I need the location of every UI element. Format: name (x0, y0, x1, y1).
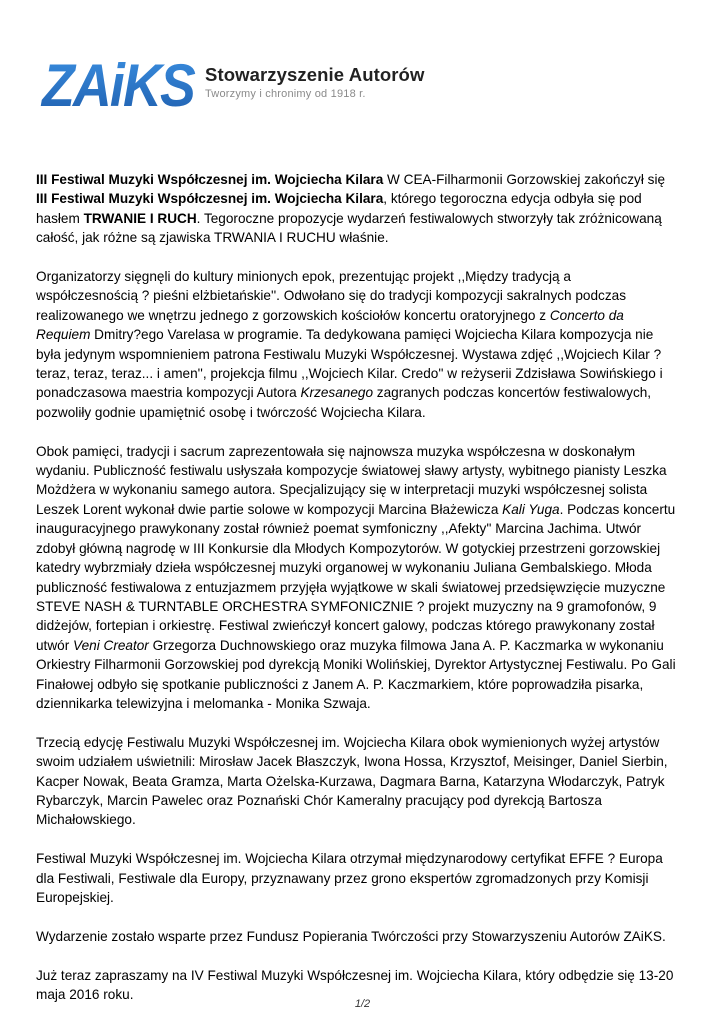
paragraph-contemporary: Obok pamięci, tradycji i sacrum zaprezentowała się najnowsza muzyka współczesna w doskonałym wydaniu. Publiczność festiwalu usłyszała kompozycje światowej sławy artysty, wybitnego pianisty Leszka Możdżera w wykonaniu samego autora. Specjalizujący się w interpretacji muzyki współczesnej solista Leszek Lorent wykonał dwie partie solowe w kompozycji Marcina Błażewicza Kali Yuga. Podczas koncertu inauguracyjnego prawykonany został również poemat symfoniczny ,,Afekty'' Marcina Jachima. Utwór zdobył główną nagrodę w III Konkursie dla Młodych Kompozytorów. W gotyckiej przestrzeni gorzowskiej katedry wybrzmiały dzieła współczesnej muzyki organowej w wykonaniu Juliana Gembalskiego. Młoda publiczność festiwalowa z entuzjazmem przyjęła wyjątkowe w skali światowej przedsięwzięcie muzyczne STEVE NASH & TURNTABLE ORCHESTRA SYMFONICZNIE ? projekt muzyczny na 9 gramofonów, 9 didżejów, fortepian i orkiestrę. Festiwal zwieńczył koncert galowy, podczas którego prawykonany został utwór Veni Creator Grzegorza Duchnowskiego oraz muzyka filmowa Jana A. P. Kaczmarka w wykonaniu Orkiestry Filharmonii Gorzowskiej pod dyrekcją Moniki Wolińskiej, Dyrektor Artystycznej Festiwalu. Po Gali Finałowej odbyło się spotkanie publiczności z Janem A. P. Kaczmarkiem, które poprowadziła pisarka, dziennikarka telewizyjna i melomanka - Monika Szwaja. (36, 443, 676, 711)
page-number: 1/2 (354, 998, 371, 1010)
paragraph-tradition: Organizatorzy sięgnęli do kultury minionych epok, prezentując projekt ,,Między tradycją a współczesnością ? pieśni elżbietańskie''. Odwołano się do tradycji kompozycji sakralnych podczas realizowanego we wnętrzu jednego z gorzowskich kościołów koncertu oratoryjnego z Concerto da Requiem Dmitry?ego Varelasa w programie. Ta dedykowana pamięci Wojciecha Kilara kompozycja nie była jedynym wspomnieniem patrona Festiwalu Muzyki Współczesnej. Wystawa zdjęć ,,Wojciech Kilar ? teraz, teraz, teraz... i amen'', projekcja filmu ,,Wojciech Kilar. Credo'' w reżyserii Zdzisława Sowińskiego i ponadczasowa maestria kompozycji Autora Krzesanego zagranych podczas koncertów festiwalowych, pozwoliły godnie upamiętnić osobę i twórczość Wojciecha Kilara. (36, 269, 663, 420)
article-body (36, 170, 676, 1024)
logo-text: ZAiKS (40, 56, 196, 112)
zaiks-logo (40, 56, 200, 112)
paragraph-support: Wydarzenie zostało wsparte przez Fundusz Popierania Twórczości przy Stowarzyszeniu Autorów ZAiKS. (36, 928, 666, 944)
paragraph-invitation: Już teraz zapraszamy na IV Festiwal Muzyki Współczesnej im. Wojciecha Kilara, który odbędzie się 13-20 maja 2016 roku. (36, 967, 674, 1002)
paragraph-intro: III Festiwal Muzyki Współczesnej im. Wojciecha Kilara W CEA-Filharmonii Gorzowskiej zakończył się III Festiwal Muzyki Współczesnej im. Wojciecha Kilara, którego tegoroczna edycja odbyła się pod hasłem TRWANIE I RUCH. Tegoroczne propozycje wydarzeń festiwalowych stworzyły tak zróżnicowaną całość, jak różne są zjawiska TRWANIA I RUCHU właśnie. (36, 172, 666, 246)
org-tagline: Tworzymy i chronimy od 1918 r. (205, 88, 366, 100)
paragraph-certificate: Festiwal Muzyki Współczesnej im. Wojciecha Kilara otrzymał międzynarodowy certyfikat EFFE ? Europa dla Festiwali, Festiwale dla Europy, przyznawany przez grono ekspertów zgromadzonych przy Komisji Europejskiej. (36, 851, 663, 905)
org-name: Stowarzyszenie Autorów (205, 64, 425, 85)
paragraph-artists: Trzecią edycję Festiwalu Muzyki Współczesnej im. Wojciecha Kilara obok wymienionych wyżej artystów swoim udziałem uświetnili: Mirosław Jacek Błaszczyk, Iwona Hossa, Krzysztof, Meisinger, Daniel Sierbin, Kacper Nowak, Beata Gramza, Marta Ożelska-Kurzawa, Dagmara Barna, Katarzyna Włodarczyk, Patryk Rybarczyk, Marcin Pawelec oraz Poznański Chór Kameralny pracujący pod dyrekcją Bartosza Michałowskiego. (36, 734, 668, 828)
page-header (40, 56, 460, 112)
